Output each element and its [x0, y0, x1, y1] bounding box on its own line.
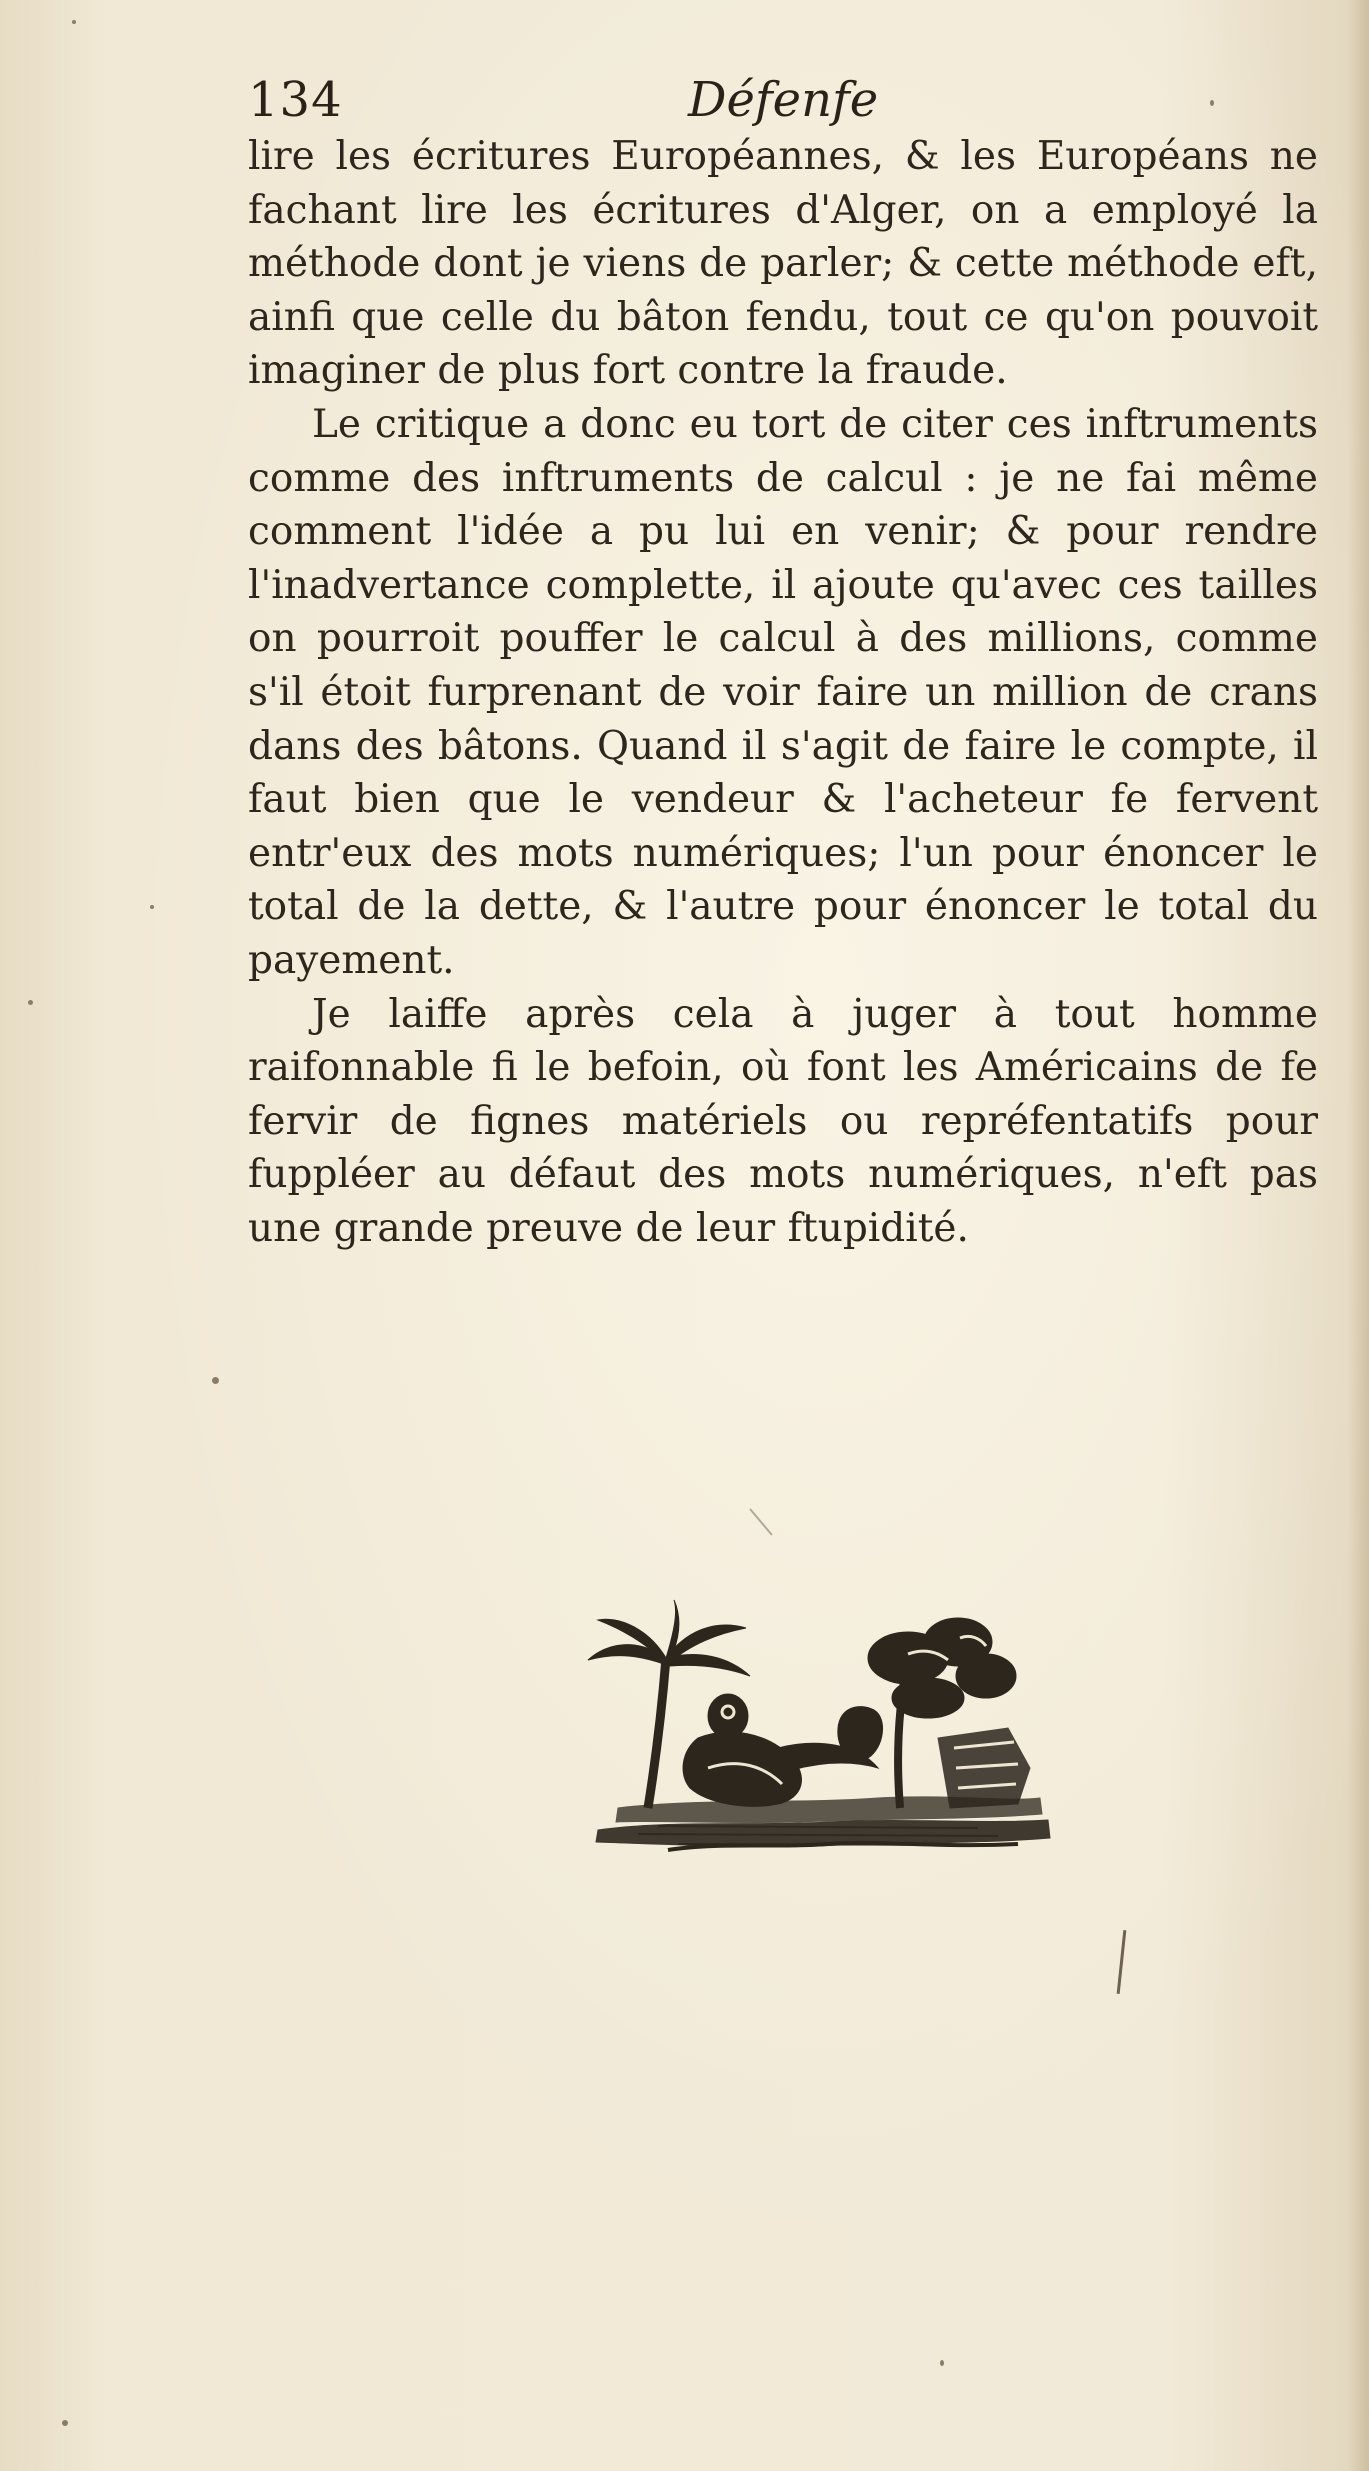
page-edge-shadow [1347, 0, 1369, 2471]
paper-speck [28, 1000, 33, 1005]
paper-speck [62, 2420, 68, 2426]
page-number: 134 [248, 72, 343, 128]
paper-speck [1210, 100, 1214, 106]
paper-speck [940, 2360, 944, 2366]
paragraph: Le critique a donc eu tort de citer ces inftruments comme des inftruments de calcul : je ne fai même comment l'idée a pu lui en venir; & pour rendre l'inadvertance complette, il ajoute qu'avec ces tailles on pourroit pouffer le calcul à des millions, comme s'il étoit furprenant de voir faire un million de crans dans des bâtons. Quand il s'agit de faire le compte, il faut bien que le vendeur & l'acheteur fe fervent entr'eux des mots numériques; l'un pour énoncer le total de la dette, & l'autre pour énoncer le total du payement. [248, 401, 1318, 983]
paragraph-continued: lire les écritures Européannes, & les Européans ne fachant lire les écritures d'Alger, on a employé la méthode dont je viens de parler; & cette méthode eft, ainfi que celle du bâton fendu, tout ce qu'on pouvoit imaginer de plus fort contre la fraude. [248, 134, 1318, 394]
body-text [248, 130, 1318, 1255]
paper-speck [72, 20, 76, 24]
paragraph: Je laiffe après cela à juger à tout homme raifonnable fi le befoin, où font les Américains de fe fervir de fignes matériels ou repréfentatifs pour fuppléer au défaut des mots numériques, n'eft pas une grande preuve de leur ftupidité. [248, 991, 1318, 1251]
paper-mark [1117, 1930, 1127, 1994]
running-head: Défenfe [688, 72, 879, 128]
paper-speck [212, 1377, 219, 1384]
woodcut-tailpiece-vignette [578, 1598, 1062, 1860]
paper-mark [749, 1508, 772, 1535]
paper-speck [150, 905, 154, 909]
